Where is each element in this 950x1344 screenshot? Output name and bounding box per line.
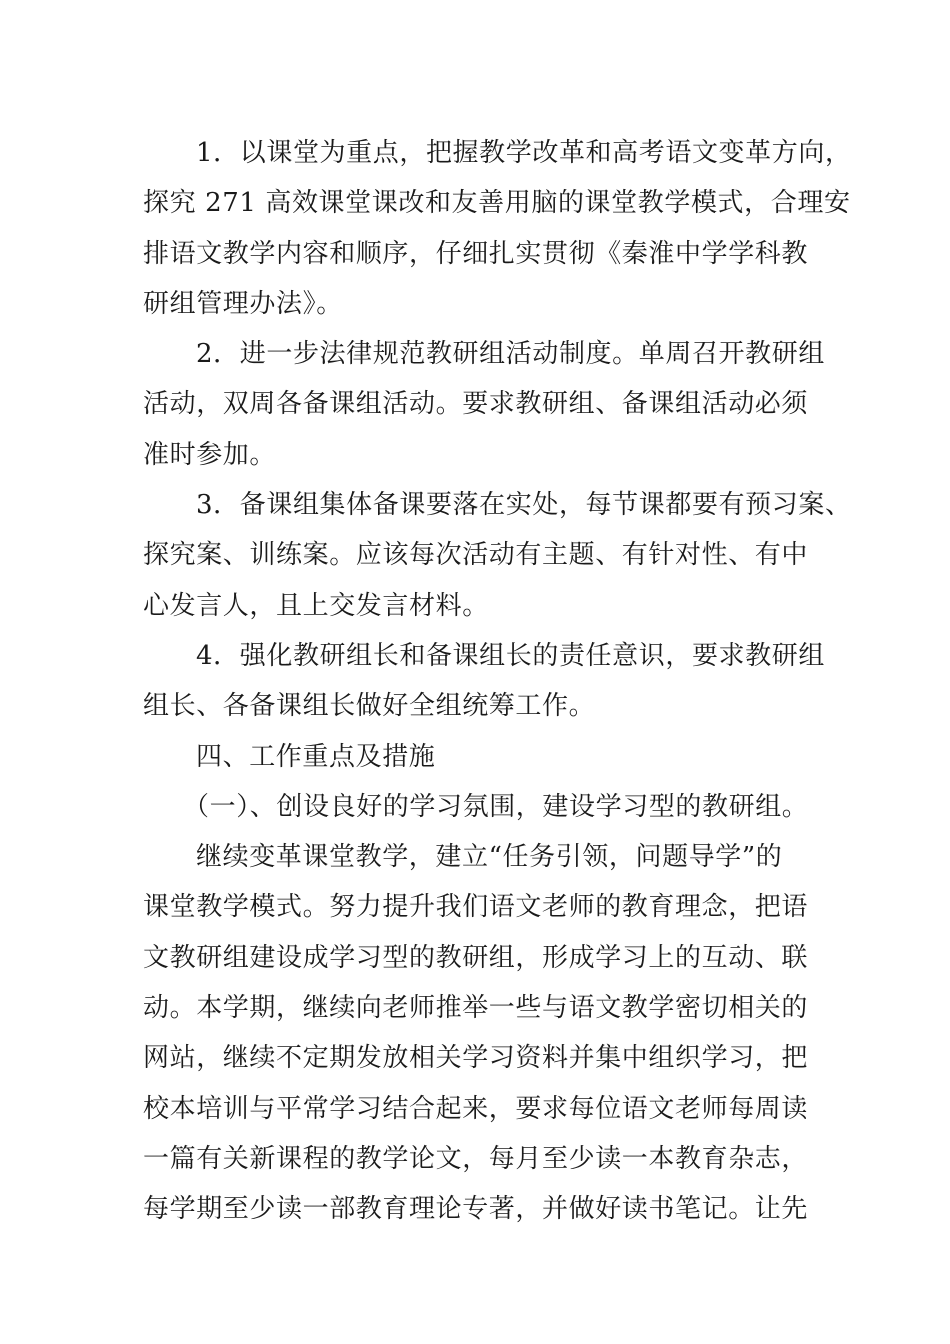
paragraph-2-line-1: 2．进一步法律规范教研组活动制度。单周召开教研组 — [196, 339, 825, 370]
paragraph-5-line-6: 校本培训与平常学习结合起来，要求每位语文老师每周读 — [143, 1093, 809, 1124]
paragraph-1-line-3: 排语文教学内容和顺序，仔细扎实贯彻《秦淮中学学科教 — [143, 238, 809, 269]
paragraph-4-line-1: 4．强化教研组长和备课组长的责任意识，要求教研组 — [196, 640, 825, 671]
paragraph-2-line-3: 准时参加。 — [143, 439, 277, 470]
document-body — [143, 128, 852, 1235]
paragraph-5-line-1: 继续变革课堂教学，建立“任务引领，问题导学”的 — [196, 842, 783, 873]
paragraph-3-line-2: 探究案、训练案。应该每次活动有主题、有针对性、有中 — [143, 540, 809, 571]
paragraph-2-line-2: 活动，双周各备课组活动。要求教研组、备课组活动必须 — [143, 389, 809, 420]
paragraph-1-line-4: 研组管理办法》。 — [143, 288, 343, 319]
subsection-heading: （一）、创设良好的学习氛围，建设学习型的教研组。 — [183, 791, 809, 822]
section-heading: 四、工作重点及措施 — [196, 741, 436, 772]
paragraph-5-line-4: 动。本学期，继续向老师推举一些与语文教学密切相关的 — [143, 993, 809, 1024]
paragraph-5-line-7: 一篇有关新课程的教学论文，每月至少读一本教育杂志， — [143, 1143, 809, 1174]
paragraph-1-line-1: 1．以课堂为重点，把握教学改革和高考语文变革方向， — [196, 138, 852, 168]
paragraph-3-line-1: 3．备课组集体备课要落在实处，每节课都要有预习案、 — [196, 490, 852, 521]
paragraph-5-line-5: 网站，继续不定期发放相关学习资料并集中组织学习，把 — [143, 1043, 809, 1074]
paragraph-3-line-3: 心发言人，且上交发言材料。 — [143, 590, 489, 621]
paragraph-1-line-2: 探究 271 高效课堂课改和友善用脑的课堂教学模式，合理安 — [143, 188, 851, 219]
paragraph-5-line-3: 文教研组建设成学习型的教研组，形成学习上的互动、联 — [143, 942, 809, 973]
paragraph-5-line-8: 每学期至少读一部教育理论专著，并做好读书笔记。让先 — [143, 1194, 809, 1225]
paragraph-5-line-2: 课堂教学模式。努力提升我们语文老师的教育理念，把语 — [143, 892, 809, 923]
paragraph-4-line-2: 组长、各备课组长做好全组统筹工作。 — [143, 691, 596, 722]
